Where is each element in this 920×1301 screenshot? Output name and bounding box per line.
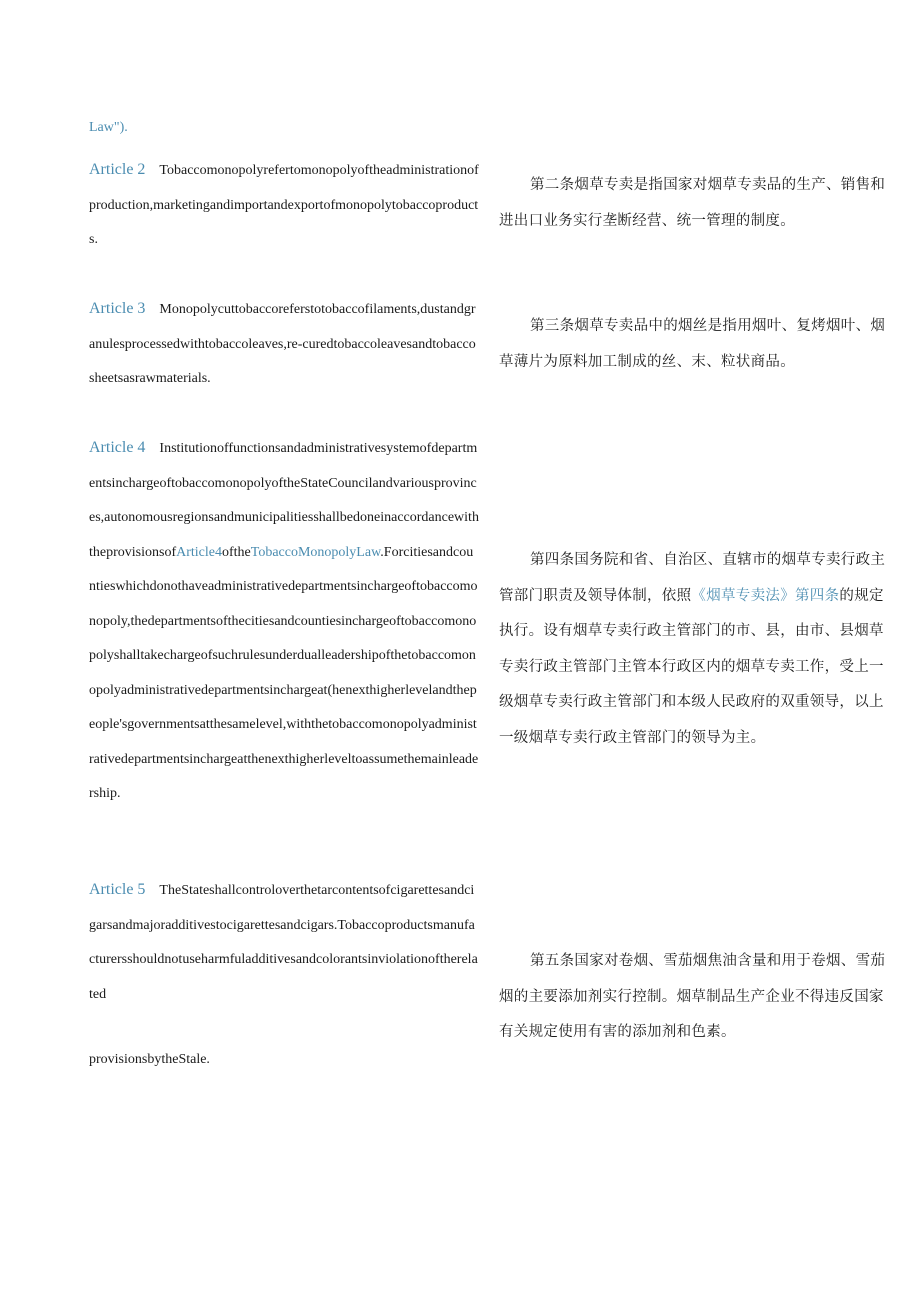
article-4-en [89, 431, 479, 812]
article-5-zh: 第五条国家对卷烟、雪茄烟焦油含量和用于卷烟、雪茄烟的主要添加剂实行控制。烟草制品生产企业不得违反国家有关规定使用有害的添加剂和色素。 [499, 953, 886, 1040]
article-2-label: Article 2 [89, 161, 146, 178]
tobacco-law-article-4-link[interactable]: 《烟草专卖法》第四条 [691, 587, 840, 604]
article-5-en [89, 873, 479, 1012]
article-4-zh-pre: 第四条国务院和省、自治区、直辖市的烟草专卖行政主管部门职责及领导体制，依照 [499, 552, 886, 604]
article-3-label: Article 3 [89, 300, 146, 317]
article-4-link[interactable]: Article4 [176, 544, 222, 560]
article-2-zh: 第二条烟草专卖是指国家对烟草专卖品的生产、销售和进出口业务实行垄断经营、统一管理的制度。 [499, 177, 886, 229]
article-5-en-tail: provisionsbytheStale. [89, 1052, 210, 1067]
article-4-zh [499, 543, 891, 756]
tobacco-monopoly-law-link[interactable]: TobaccoMonopolyLaw [250, 544, 381, 560]
article-4-en-text-2: .Forcitiesandcountieswhichdonothaveadministrativedepartmentsinchargeoftobaccomonopoly,thedepartmentsofthecitiesandcountiesinchargeoftobaccomonopolyshalltakechargeofsuchrulesunderdualleadershipofthetobaccomonopolyadministrativedepartmentsinchargeat(henexthigherlevelandthepeople'sgovernmentsatthesamelevel,withthetobaccomonopolyadministrativedepartmentsinchargeatthenexthigherleveltoassumethemainleadership. [89, 544, 479, 801]
article-4-label: Article 4 [89, 439, 146, 456]
article-4-en-mid: ofthe [221, 544, 251, 560]
article-3-en-text: Monopolycuttobaccoreferstotobaccofilaments,dustandgranulesprocessedwithtobaccoleaves,re-curedtobaccoleavesandtobaccosheetsasrawmaterials. [89, 302, 476, 386]
previous-article-tail: Law"). [89, 120, 128, 135]
article-3-zh: 第三条烟草专卖品中的烟丝是指用烟叶、复烤烟叶、烟草薄片为原料加工制成的丝、末、粒状商品。 [499, 318, 886, 370]
article-3-en [89, 292, 479, 397]
article-2-en [89, 153, 479, 258]
article-4-zh-post: 的规定执行。设有烟草专卖行政主管部门的市、县，由市、县烟草专卖行政主管部门主管本行政区内的烟草专卖工作，受上一级烟草专卖行政主管部门和本级人民政府的双重领导，以上一级烟草专卖行政主管部门的领导为主。 [499, 587, 884, 746]
article-4-en-text-1: InstitutionoffunctionsandadministrativesystemofdepartmentsinchargeoftobaccomonopolyoftheStateCouncilandvariousprovinces,autonomousregionsandmunicipalitiesshallbedoneinaccordancewiththeprovisionsof [89, 441, 479, 560]
article-2-en-text: Tobaccomonopolyrefertomonopolyoftheadministrationofproduction,marketingandimportandexportofmonopolytobaccoproducts. [89, 163, 479, 247]
article-5-label: Article 5 [89, 881, 146, 898]
article-5-en-text: TheStateshallcontroloverthetarcontentsofcigarettesandcigarsandmajoradditivestocigarettesandcigars.Tobaccoproductsmanufacturersshouldnotuseharmfuladditivesandcolorantsinviolationoftherelated [89, 883, 478, 1002]
